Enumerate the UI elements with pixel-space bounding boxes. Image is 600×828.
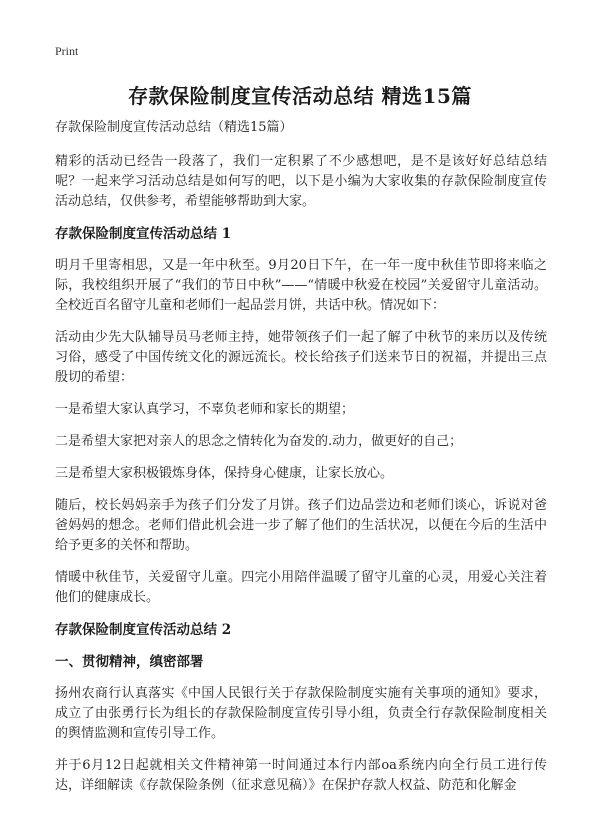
section-2-paragraph: 并于6月12日起就相关文件精神第一时间通过本行内部oa系统内向全行员工进行传达，详细解读《存款保险条例（征求意见稿）》在保护存款人权益、防范和化解金 [55, 758, 548, 793]
article-content [55, 118, 547, 808]
intro-paragraph: 精彩的活动已经告一段落了，我们一定积累了不少感想吧，是不是该好好总结总结呢？一起来学习活动总结是如何写的吧，以下是小编为大家收集的存款保险制度宣传活动总结，仅供参考，希望能够帮助到大家。 [55, 154, 547, 209]
section-1-paragraph: 明月千里寄相思，又是一年中秋至。9月20日下午，在一年一度中秋佳节即将来临之际，我校组织开展了“我们的节日中秋”——“情暖中秋爱在校园”关爱留守儿童活动。全校近百名留守儿童和老师们一起品尝月饼，共话中秋。情况如下： [55, 258, 547, 313]
section-2-paragraph: 扬州农商行认真落实《中国人民银行关于存款保险制度实施有关事项的通知》要求，成立了由张勇行长为组长的存款保险制度宣传引导小组，负责全行存款保险制度相关的舆情监测和宣传引导工作。 [55, 686, 547, 741]
section-1-heading: 存款保险制度宣传活动总结 1 [55, 226, 232, 242]
print-link[interactable]: Print [55, 44, 79, 58]
page-title: 存款保险制度宣传活动总结 精选15篇 [128, 84, 472, 108]
section-2-subheading: 一、贯彻精神，缜密部署 [55, 654, 204, 670]
section-1-paragraph: 随后，校长妈妈亲手为孩子们分发了月饼。孩子们边品尝边和老师们谈心，诉说对爸爸妈妈的想念。老师们借此机会进一步了解了他们的生活状况，以便在今后的生活中给予更多的关怀和帮助。 [55, 498, 547, 553]
section-1-paragraph: 一是希望大家认真学习，不辜负老师和家长的期望； [55, 402, 355, 417]
section-1-paragraph: 三是希望大家积极锻炼身体，保持身心健康，让家长放心。 [55, 466, 394, 481]
section-1-paragraph: 情暖中秋佳节，关爱留守儿童。四完小用陪伴温暖了留守儿童的心灵，用爱心关注着他们的健康成长。 [55, 570, 547, 605]
section-2-heading: 存款保险制度宣传活动总结 2 [55, 622, 232, 638]
section-1-paragraph: 活动由少先大队辅导员马老师主持，她带领孩子们一起了解了中秋节的来历以及传统习俗，感受了中国传统文化的源远流长。校长给孩子们送来节日的祝福，并提出三点殷切的希望： [55, 330, 547, 385]
section-1-paragraph: 二是希望大家把对亲人的思念之情转化为奋发的.动力，做更好的自己； [55, 434, 463, 449]
article-subtitle: 存款保险制度宣传活动总结（精选15篇） [55, 120, 293, 135]
